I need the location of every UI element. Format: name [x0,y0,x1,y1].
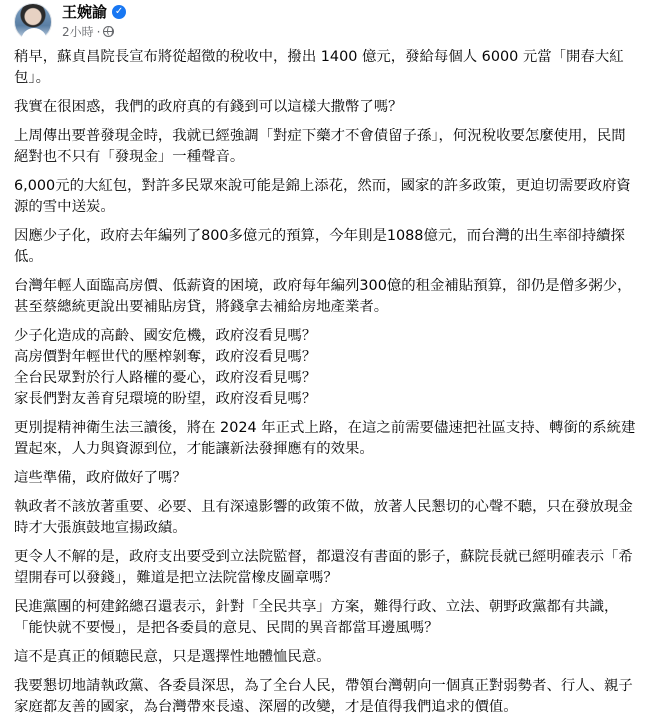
post-text-line: 我實在很困惑，我們的政府真的有錢到可以這樣大撒幣了嗎？ [14,99,403,115]
post-paragraph [14,326,654,410]
post-text-line: 「能快就不要慢」，是把各委員的意見、民間的異音都當耳邊風嗎？ [14,620,439,636]
author-name[interactable]: 王婉諭 [62,3,108,21]
post-text-line: 民進黨團的柯建銘總召還表示，針對「全民共享」方案，難得行政、立法、朝野政黨都有共識， [14,599,619,615]
post-text-line: 置起來，人力與資源到位，才能讓新法發揮應有的效果。 [14,441,374,457]
post-paragraph [14,647,654,668]
post-text-line: 這些準備，政府做好了嗎？ [14,470,187,486]
post-text-line: 少子化造成的高齡、國安危機，政府沒看見嗎？ [14,328,317,344]
verified-badge-icon: ✓ [112,5,126,19]
post-text-line: 這不是真正的傾聽民意，只是選擇性地體恤民意。 [14,649,331,665]
post-meta [62,23,114,40]
post-text-line: 上周傳出要普發現金時，我就已經強調「對症下藥才不會債留子孫」，何況稅收要怎麼使用，民間 [14,128,626,144]
post-paragraph [14,597,654,639]
post-text-line: 稍早，蘇貞昌院長宣布將從超徵的稅收中，撥出 1400 億元，發給每個人 6000 元當「開春大紅 [14,49,624,65]
post-text-line: 源的雪中送炭。 [14,199,115,215]
author-avatar[interactable] [14,3,52,41]
post-text-line: 6,000元的大紅包，對許多民眾來說可能是錦上添花，然而，國家的許多政策，更迫切需要政府資 [14,178,631,194]
post-text-line: 時才大張旗鼓地宣揚政績。 [14,520,187,536]
post-paragraph [14,176,654,218]
post-text-line: 絕對也不只有「發現金」一種聲音。 [14,149,245,165]
post-text-line: 全台民眾對於行人路權的憂心，政府沒看見嗎？ [14,370,317,386]
post-paragraph [14,418,654,460]
post-text-line: 更別提精神衛生法三讀後，將在 2024 年正式上路，在這之前需要儘速把社區支持、轉銜的系統建 [14,420,636,436]
post-body [14,47,654,726]
post-text-line: 低。 [14,249,43,265]
post-paragraph [14,97,654,118]
post-paragraph [14,547,654,589]
post-text-line: 家庭都友善的國家，為台灣帶來長遠、深層的改變，才是值得我們追求的價值。 [14,699,518,715]
post-timestamp[interactable]: 2小時 [62,25,94,39]
post-text-line: 家長們對友善育兒環境的盼望，政府沒看見嗎？ [14,391,317,407]
post-paragraph [14,468,654,489]
separator-dot: · [96,24,101,39]
post-paragraph [14,226,654,268]
post-text-line: 因應少子化，政府去年編列了800多億元的預算，今年則是1088億元，而台灣的出生率卻持續探 [14,228,625,244]
post-text-line: 甚至蔡總統更說出要補貼房貸，將錢拿去補給房地產業者。 [14,299,389,315]
author-row [62,3,126,21]
post-text-line: 高房價對年輕世代的壓榨剝奪，政府沒看見嗎？ [14,349,317,365]
post-paragraph [14,126,654,168]
post-paragraph [14,276,654,318]
post-text-line: 執政者不該放著重要、必要、且有深遠影響的政策不做，放著人民懇切的心聲不聽，只在發放現金 [14,499,633,515]
post-header [14,0,648,44]
globe-icon[interactable] [103,26,114,37]
post-paragraph [14,676,654,718]
post-text-line: 台灣年輕人面臨高房價、低薪資的困境，政府每年編列300億的租金補貼預算，卻仍是僧多粥少， [14,278,632,294]
post-text-line: 包」。 [14,70,50,86]
post-text-line: 我要懇切地請執政黨、各委員深思，為了全台人民，帶領台灣朝向一個真正對弱勢者、行人、親子 [14,678,633,694]
post-paragraph [14,497,654,539]
post-paragraph [14,47,654,89]
post-text-line: 望開春可以發錢」，難道是把立法院當橡皮圖章嗎？ [14,570,338,586]
post-text-line: 更令人不解的是，政府支出要受到立法院監督，都還沒有書面的影子，蘇院長就已經明確表示「希 [14,549,633,565]
